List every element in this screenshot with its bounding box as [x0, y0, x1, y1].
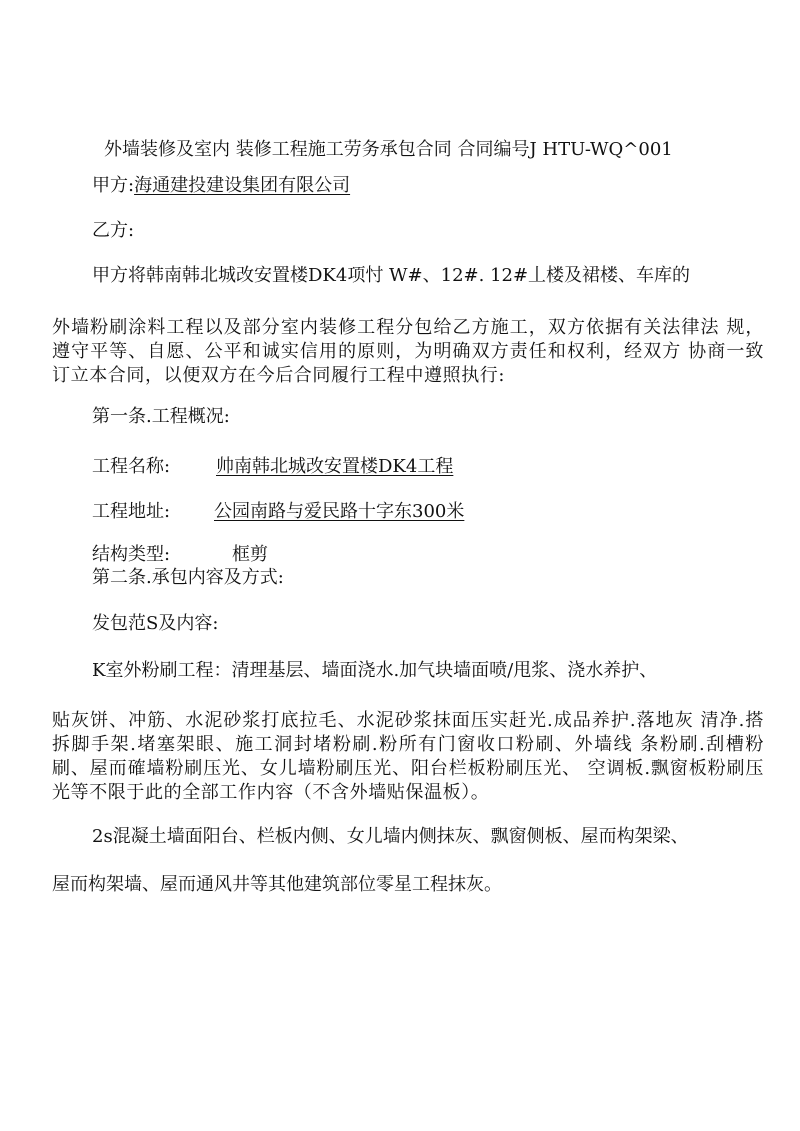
project-address-label: 工程地址: — [92, 501, 171, 522]
project-address — [92, 500, 465, 524]
article-1-heading: 第一条.工程概况: — [92, 406, 230, 427]
project-address-value: 公园南路与爱民路十字东300米 — [214, 501, 465, 522]
item-2-paragraph: 屋而构架墙、屋而通风井等其他建筑部位零星工程抹灰。 — [52, 874, 502, 895]
party-b-label: 乙方: — [92, 220, 135, 241]
structure-type-label: 结构类型: — [92, 544, 171, 565]
party-a — [92, 174, 350, 198]
intro-paragraph: 外墙粉刷涂料工程以及部分室内装修工程分包给乙方施工，双方依据有关法律法 规，遵守平等、自愿、公平和诚实信用的原则，为明确双方责任和权利，经双方 协商一致订立本合同，以便双方在今后合同履行工程中遵照执行: — [52, 317, 764, 386]
intro-first-line: 甲方将韩南韩北城改安置楼DK4项忖 W#、12#. 12#丄楼及裙楼、车库的 — [92, 265, 691, 286]
structure-type — [92, 543, 268, 567]
item-1-first-line: K室外粉刷工程：清理基层、墙面浇水.加气块墙面喷/甩浆、浇水养护、 — [92, 660, 658, 681]
project-name — [92, 455, 454, 479]
party-a-name: 海通建投建设集团有限公司 — [134, 175, 351, 196]
item-1-paragraph: 贴灰饼、冲筋、水泥砂浆打底拉毛、水泥砂浆抹面压实赶光.成品养护.落地灰 清净.搭拆脚手架.堵塞架眼、施工洞封堵粉刷.粉所有门窗收口粉刷、外墙线 条粉刷.刮槽粉刷、屋而確墙粉刷压光、女儿墙粉刷压光、阳台栏板粉刷压光、 空调板.飘窗板粉刷压光等不限于此的全部工作内容（不含外墙贴保温板）。 — [52, 710, 764, 803]
article-2-heading: 第二条.承包内容及方式: — [92, 567, 284, 588]
scope-heading: 发包范S及内容: — [92, 613, 219, 634]
party-a-label: 甲方: — [92, 175, 135, 196]
contract-title: 外墙装修及室内 装修工程施工劳务承包合同 合同编号J HTU-WQ^001 — [104, 139, 673, 160]
project-name-value: 帅南韩北城改安置楼DK4工程 — [216, 456, 454, 477]
structure-type-value: 框剪 — [232, 544, 268, 565]
item-2-first-line: 2s混凝土墙面阳台、栏板内侧、女儿墙内侧抹灰、飘窗侧板、屋而构架梁、 — [92, 826, 689, 847]
project-name-label: 工程名称: — [92, 456, 171, 477]
